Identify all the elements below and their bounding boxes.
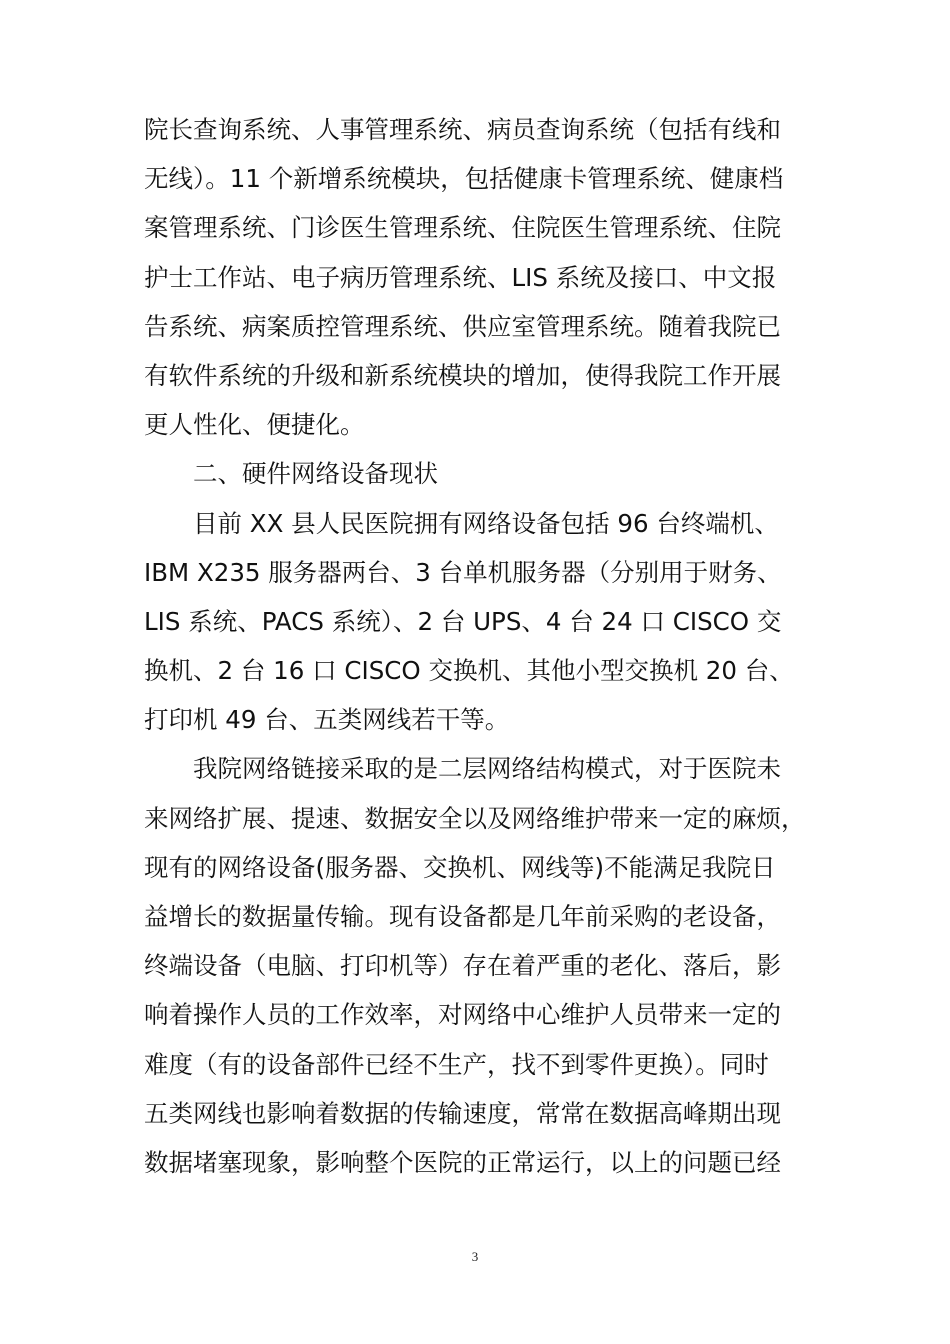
text-line: 告系统、病案质控管理系统、供应室管理系统。随着我院已 — [144, 311, 781, 341]
text-line: 打印机 49 台、五类网线若干等。 — [144, 705, 510, 735]
text-line: IBM X235 服务器两台、3 台单机服务器（分别用于财务、 — [144, 557, 782, 587]
text-line: 无线）。11 个新增系统模块，包括健康卡管理系统、健康档 — [144, 164, 784, 194]
page-number: 3 — [471, 1249, 479, 1264]
text-line: 更人性化、便捷化。 — [144, 410, 365, 440]
text-line: 益增长的数据量传输。现有设备都是几年前采购的老设备， — [144, 902, 781, 931]
text-line: 有软件系统的升级和新系统模块的增加，使得我院工作开展 — [144, 360, 781, 390]
text-line: 终端设备（电脑、打印机等）存在着严重的老化、落后，影 — [144, 951, 781, 981]
text-line: LIS 系统、PACS 系统）、2 台 UPS、4 台 24 口 CISCO 交 — [144, 606, 782, 636]
text-line: 数据堵塞现象，影响整个医院的正常运行，以上的问题已经 — [144, 1147, 781, 1177]
text-line: 案管理系统、门诊医生管理系统、住院医生管理系统、住院 — [144, 213, 781, 243]
text-line: 来网络扩展、提速、数据安全以及网络维护带来一定的麻烦， — [144, 803, 806, 833]
text-line: 目前 XX 县人民医院拥有网络设备包括 96 台终端机、 — [193, 508, 779, 538]
document-body — [144, 105, 810, 1187]
text-line: 院长查询系统、人事管理系统、病员查询系统（包括有线和 — [144, 115, 781, 144]
text-line: 响着操作人员的工作效率，对网络中心维护人员带来一定的 — [144, 1000, 781, 1030]
text-line: 护士工作站、电子病历管理系统、LIS 系统及接口、中文报 — [144, 262, 777, 292]
text-line: 我院网络链接采取的是二层网络结构模式，对于医院未 — [193, 754, 781, 784]
text-line: 换机、2 台 16 口 CISCO 交换机、其他小型交换机 20 台、 — [144, 656, 794, 686]
text-line: 五类网线也影响着数据的传输速度，常常在数据高峰期出现 — [144, 1098, 781, 1128]
text-line: 现有的网络设备(服务器、交换机、网线等)不能满足我院日 — [144, 852, 776, 882]
section-heading: 二、硬件网络设备现状 — [193, 459, 438, 489]
text-line: 难度（有的设备部件已经不生产，找不到零件更换）。同时 — [144, 1049, 769, 1079]
